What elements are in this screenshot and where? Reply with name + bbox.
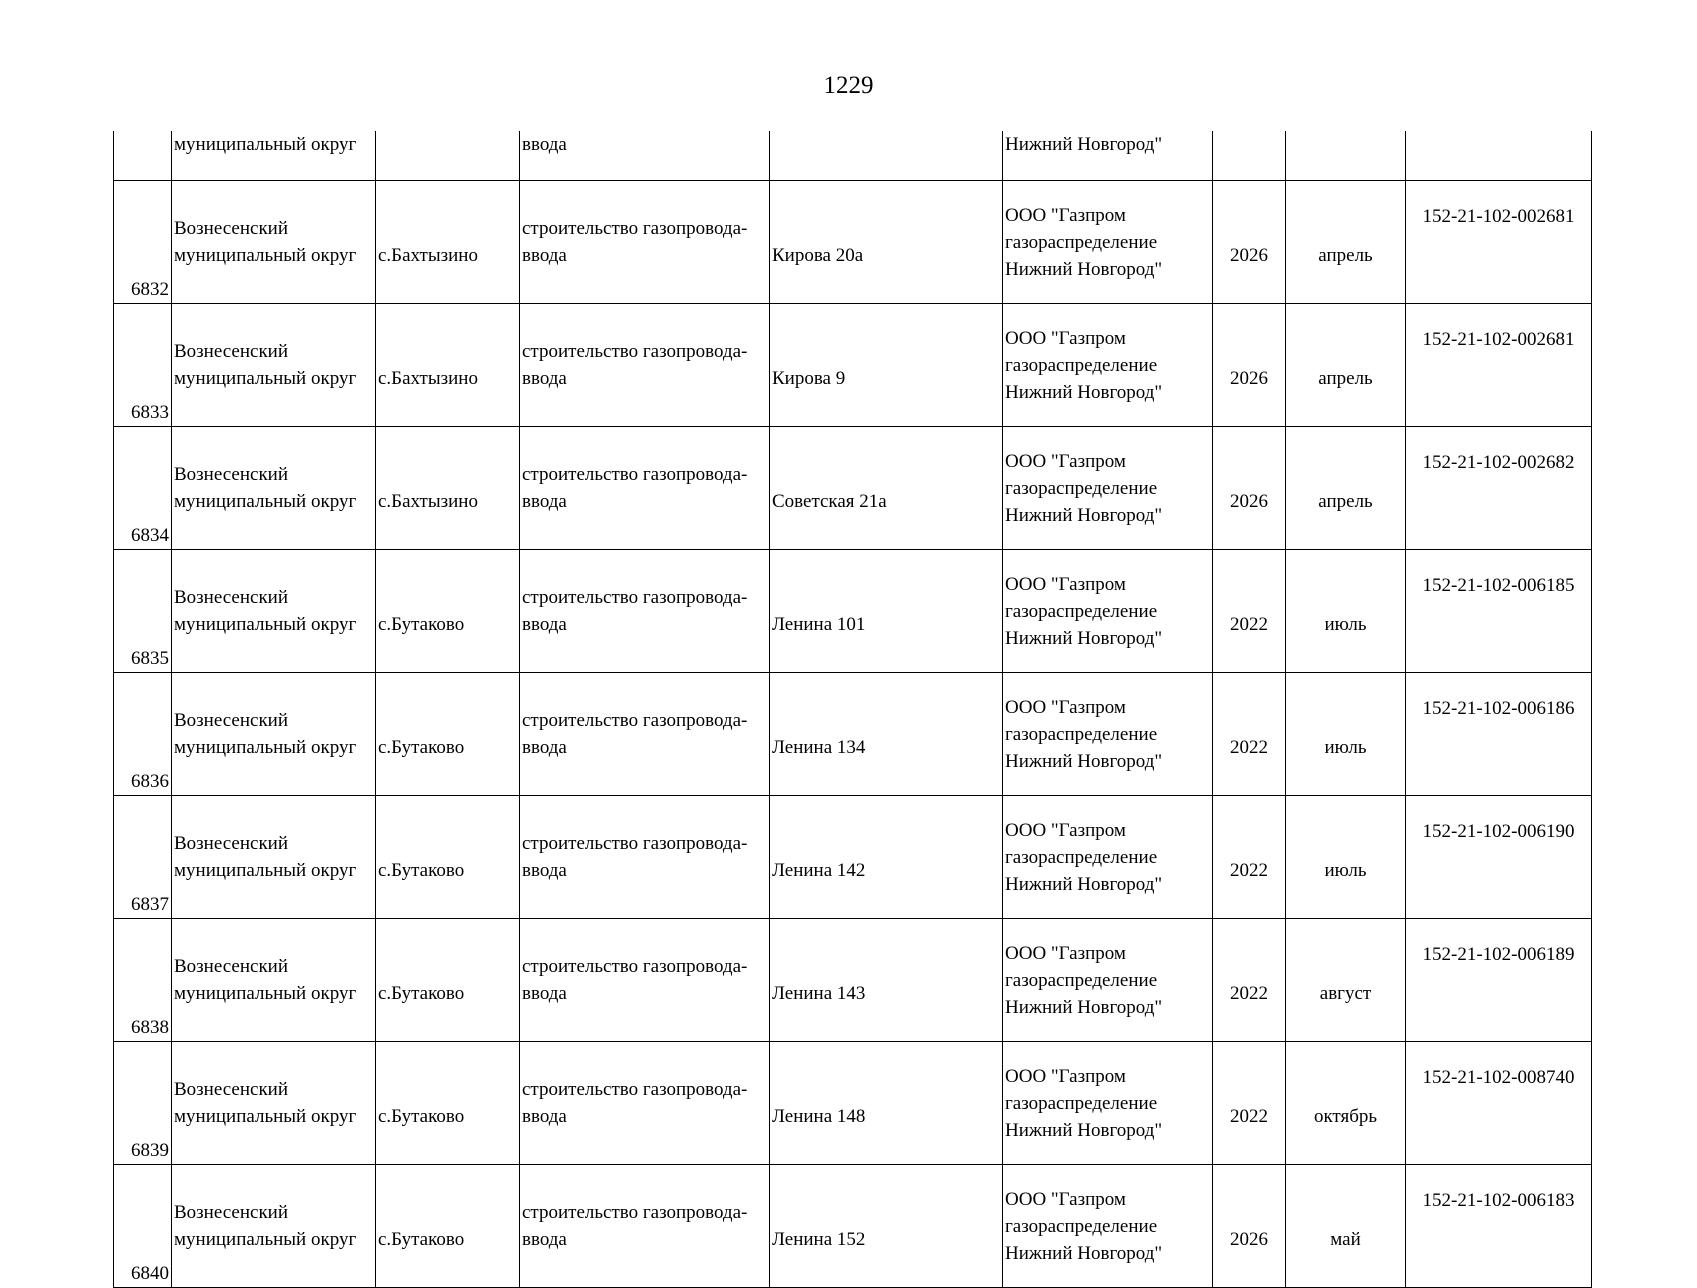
cell-month — [1286, 181, 1406, 304]
cell-settlement — [376, 181, 520, 304]
okrug-line-2: муниципальный округ — [174, 245, 357, 266]
work-line-1: строительство газопровода- — [522, 587, 748, 608]
cell-year — [1213, 550, 1286, 673]
cell-year — [1213, 131, 1286, 181]
cell-address — [770, 1165, 1003, 1288]
address-text: Ленина 143 — [772, 982, 866, 1004]
org-line-3: Нижний Новгород" — [1005, 750, 1163, 772]
org-line-3: Нижний Новгород" — [1005, 1242, 1163, 1264]
cell-org — [1003, 919, 1213, 1042]
cell-year — [1213, 181, 1286, 304]
okrug-line-1: Вознесенский — [174, 1079, 289, 1100]
row-number-text: 6832 — [131, 279, 169, 300]
settlement-text: с.Бахтызино — [378, 244, 478, 266]
work-line-1: строительство газопровода- — [522, 464, 748, 485]
cell-settlement — [376, 427, 520, 550]
settlement-text: с.Бутаково — [378, 1105, 465, 1127]
row-number-text: 6833 — [131, 402, 169, 423]
org-line-1: ООО "Газпром — [1005, 1188, 1126, 1210]
address-text: Ленина 142 — [772, 859, 866, 881]
year-text: 2022 — [1230, 1105, 1268, 1127]
address-text: Ленина 152 — [772, 1228, 866, 1250]
org-line-2: газораспределение — [1005, 846, 1158, 868]
address-text: Кирова 9 — [772, 367, 846, 389]
year-text: 2022 — [1230, 613, 1268, 635]
cell-address — [770, 919, 1003, 1042]
month-text: май — [1330, 1228, 1361, 1250]
continuation-row — [114, 131, 1592, 181]
cell-okrug — [172, 1042, 376, 1165]
cell-month — [1286, 550, 1406, 673]
org-line-2: газораспределение — [1005, 723, 1158, 745]
work-line-2: ввода — [522, 368, 567, 389]
year-text: 2022 — [1230, 736, 1268, 758]
table-row — [114, 919, 1592, 1042]
org-line-1: ООО "Газпром — [1005, 573, 1126, 595]
cell-code — [1406, 131, 1592, 181]
cell-address — [770, 796, 1003, 919]
cell-settlement — [376, 131, 520, 181]
address-text: Ленина 148 — [772, 1105, 866, 1127]
org-line-3: Нижний Новгород" — [1005, 627, 1163, 649]
row-number — [114, 1042, 172, 1165]
settlement-text: с.Бахтызино — [378, 490, 478, 512]
cell-work — [520, 673, 770, 796]
code-text: 152-21-102-002682 — [1422, 452, 1575, 473]
okrug-line-2: муниципальный округ — [174, 737, 357, 758]
table-row — [114, 550, 1592, 673]
cell-address — [770, 427, 1003, 550]
row-number-text: 6839 — [131, 1140, 169, 1161]
page-number: 1229 — [823, 72, 874, 99]
cell-okrug — [172, 131, 376, 181]
cell-org — [1003, 1165, 1213, 1288]
table-body — [114, 131, 1592, 1288]
work-line-1: строительство газопровода- — [522, 710, 748, 731]
cell-org — [1003, 1042, 1213, 1165]
year-text: 2026 — [1230, 244, 1268, 266]
row-number — [114, 1165, 172, 1288]
cell-org — [1003, 673, 1213, 796]
address-text: Кирова 20а — [772, 244, 864, 266]
settlement-text: с.Бутаково — [378, 1228, 465, 1250]
work-line-1: строительство газопровода- — [522, 341, 748, 362]
cell-year — [1213, 427, 1286, 550]
code-text: 152-21-102-006183 — [1422, 1190, 1575, 1211]
cell-address — [770, 181, 1003, 304]
row-number-text: 6836 — [131, 771, 169, 792]
cell-work — [520, 550, 770, 673]
org-line-1: ООО "Газпром — [1005, 696, 1126, 718]
month-text: июль — [1324, 613, 1367, 635]
year-text: 2022 — [1230, 982, 1268, 1004]
table-row — [114, 673, 1592, 796]
cell-okrug — [172, 1165, 376, 1288]
cell-settlement — [376, 1165, 520, 1288]
cell-okrug — [172, 427, 376, 550]
address-text: Ленина 134 — [772, 736, 866, 758]
code-text: 152-21-102-006190 — [1422, 821, 1575, 842]
cell-year — [1213, 1165, 1286, 1288]
registry-table — [113, 131, 1592, 1288]
cell-code — [1406, 673, 1592, 796]
code-text: 152-21-102-006185 — [1422, 575, 1575, 596]
cell-org — [1003, 304, 1213, 427]
cell-address — [770, 673, 1003, 796]
cell-code — [1406, 796, 1592, 919]
code-text: 152-21-102-006186 — [1422, 698, 1575, 719]
year-text: 2026 — [1230, 1228, 1268, 1250]
row-number-text: 6837 — [131, 894, 169, 915]
cell-org — [1003, 131, 1213, 181]
okrug-line-1: Вознесенский — [174, 833, 289, 854]
cell-okrug — [172, 181, 376, 304]
cell-address — [770, 550, 1003, 673]
cell-month — [1286, 131, 1406, 181]
cell-address — [770, 304, 1003, 427]
row-number-text: 6835 — [131, 648, 169, 669]
org-line-1: ООО "Газпром — [1005, 942, 1126, 964]
cell-org — [1003, 427, 1213, 550]
cell-okrug — [172, 550, 376, 673]
cell-code — [1406, 181, 1592, 304]
cell-year — [1213, 919, 1286, 1042]
year-text: 2026 — [1230, 490, 1268, 512]
org-line-3: Нижний Новгород" — [1005, 258, 1163, 280]
cell-code — [1406, 304, 1592, 427]
cell-settlement — [376, 304, 520, 427]
org-line-1: ООО "Газпром — [1005, 819, 1126, 841]
cell-address — [770, 131, 1003, 181]
cell-month — [1286, 1165, 1406, 1288]
cell-org — [1003, 181, 1213, 304]
settlement-text: с.Бутаково — [378, 613, 465, 635]
year-text: 2022 — [1230, 859, 1268, 881]
table-row — [114, 181, 1592, 304]
cell-num — [114, 131, 172, 181]
cell-okrug — [172, 673, 376, 796]
settlement-text: с.Бутаково — [378, 982, 465, 1004]
cell-work — [520, 919, 770, 1042]
org-text: Нижний Новгород" — [1005, 134, 1163, 155]
org-line-3: Нижний Новгород" — [1005, 1119, 1163, 1141]
okrug-line-1: Вознесенский — [174, 587, 289, 608]
table-row — [114, 1042, 1592, 1165]
work-line-2: ввода — [522, 1106, 567, 1127]
table-row — [114, 427, 1592, 550]
settlement-text: с.Бутаково — [378, 736, 465, 758]
row-number — [114, 673, 172, 796]
org-line-2: газораспределение — [1005, 1092, 1158, 1114]
row-number — [114, 181, 172, 304]
cell-org — [1003, 796, 1213, 919]
work-line-2: ввода — [522, 737, 567, 758]
row-number-text: 6834 — [131, 525, 169, 546]
org-line-2: газораспределение — [1005, 231, 1158, 253]
cell-settlement — [376, 919, 520, 1042]
row-number — [114, 796, 172, 919]
row-number — [114, 304, 172, 427]
cell-month — [1286, 673, 1406, 796]
cell-work — [520, 427, 770, 550]
cell-work — [520, 181, 770, 304]
code-text: 152-21-102-002681 — [1422, 206, 1575, 227]
row-number — [114, 550, 172, 673]
work-text: ввода — [522, 134, 567, 155]
work-line-2: ввода — [522, 491, 567, 512]
cell-settlement — [376, 796, 520, 919]
cell-work — [520, 1165, 770, 1288]
org-line-3: Нижний Новгород" — [1005, 873, 1163, 895]
org-line-1: ООО "Газпром — [1005, 327, 1126, 349]
month-text: апрель — [1318, 367, 1373, 389]
work-line-2: ввода — [522, 614, 567, 635]
month-text: октябрь — [1313, 1105, 1378, 1127]
work-line-1: строительство газопровода- — [522, 956, 748, 977]
table-row — [114, 796, 1592, 919]
row-number-text: 6840 — [131, 1263, 169, 1284]
cell-month — [1286, 919, 1406, 1042]
cell-month — [1286, 304, 1406, 427]
org-line-1: ООО "Газпром — [1005, 450, 1126, 472]
cell-year — [1213, 1042, 1286, 1165]
okrug-line-1: Вознесенский — [174, 218, 289, 239]
cell-code — [1406, 919, 1592, 1042]
okrug-text: муниципальный округ — [174, 134, 357, 155]
cell-address — [770, 1042, 1003, 1165]
cell-settlement — [376, 550, 520, 673]
org-line-3: Нижний Новгород" — [1005, 504, 1163, 526]
okrug-line-1: Вознесенский — [174, 341, 289, 362]
okrug-line-2: муниципальный округ — [174, 1106, 357, 1127]
work-line-2: ввода — [522, 1229, 567, 1250]
code-text: 152-21-102-006189 — [1422, 944, 1575, 965]
org-line-3: Нижний Новгород" — [1005, 996, 1163, 1018]
okrug-line-1: Вознесенский — [174, 956, 289, 977]
cell-year — [1213, 304, 1286, 427]
cell-year — [1213, 796, 1286, 919]
cell-org — [1003, 550, 1213, 673]
okrug-line-2: муниципальный округ — [174, 983, 357, 1004]
okrug-line-2: муниципальный округ — [174, 860, 357, 881]
org-line-2: газораспределение — [1005, 600, 1158, 622]
month-text: август — [1319, 982, 1372, 1004]
month-text: апрель — [1318, 490, 1373, 512]
cell-settlement — [376, 673, 520, 796]
okrug-line-2: муниципальный округ — [174, 491, 357, 512]
cell-work — [520, 796, 770, 919]
month-text: июль — [1324, 859, 1367, 881]
cell-work — [520, 304, 770, 427]
table-row — [114, 1165, 1592, 1288]
address-text: Советская 21а — [772, 490, 887, 512]
code-text: 152-21-102-008740 — [1422, 1067, 1575, 1088]
cell-code — [1406, 427, 1592, 550]
cell-okrug — [172, 304, 376, 427]
cell-month — [1286, 427, 1406, 550]
row-number — [114, 919, 172, 1042]
cell-okrug — [172, 796, 376, 919]
work-line-1: строительство газопровода- — [522, 1079, 748, 1100]
cell-month — [1286, 796, 1406, 919]
work-line-2: ввода — [522, 983, 567, 1004]
org-line-2: газораспределение — [1005, 969, 1158, 991]
cell-work — [520, 131, 770, 181]
work-line-1: строительство газопровода- — [522, 833, 748, 854]
okrug-line-1: Вознесенский — [174, 710, 289, 731]
work-line-1: строительство газопровода- — [522, 1202, 748, 1223]
table-row — [114, 304, 1592, 427]
work-line-2: ввода — [522, 860, 567, 881]
row-number — [114, 427, 172, 550]
cell-settlement — [376, 1042, 520, 1165]
year-text: 2026 — [1230, 367, 1268, 389]
address-text: Ленина 101 — [772, 613, 866, 635]
org-line-1: ООО "Газпром — [1005, 1065, 1126, 1087]
org-line-1: ООО "Газпром — [1005, 204, 1126, 226]
code-text: 152-21-102-002681 — [1422, 329, 1575, 350]
cell-month — [1286, 1042, 1406, 1165]
cell-work — [520, 1042, 770, 1165]
okrug-line-2: муниципальный округ — [174, 368, 357, 389]
month-text: июль — [1324, 736, 1367, 758]
okrug-line-2: муниципальный округ — [174, 1229, 357, 1250]
org-line-2: газораспределение — [1005, 354, 1158, 376]
cell-okrug — [172, 919, 376, 1042]
settlement-text: с.Бутаково — [378, 859, 465, 881]
work-line-2: ввода — [522, 245, 567, 266]
okrug-line-1: Вознесенский — [174, 1202, 289, 1223]
row-number-text: 6838 — [131, 1017, 169, 1038]
month-text: апрель — [1318, 244, 1373, 266]
org-line-2: газораспределение — [1005, 1215, 1158, 1237]
cell-year — [1213, 673, 1286, 796]
okrug-line-1: Вознесенский — [174, 464, 289, 485]
org-line-3: Нижний Новгород" — [1005, 381, 1163, 403]
org-line-2: газораспределение — [1005, 477, 1158, 499]
cell-code — [1406, 1165, 1592, 1288]
okrug-line-2: муниципальный округ — [174, 614, 357, 635]
work-line-1: строительство газопровода- — [522, 218, 748, 239]
cell-code — [1406, 1042, 1592, 1165]
cell-code — [1406, 550, 1592, 673]
settlement-text: с.Бахтызино — [378, 367, 478, 389]
